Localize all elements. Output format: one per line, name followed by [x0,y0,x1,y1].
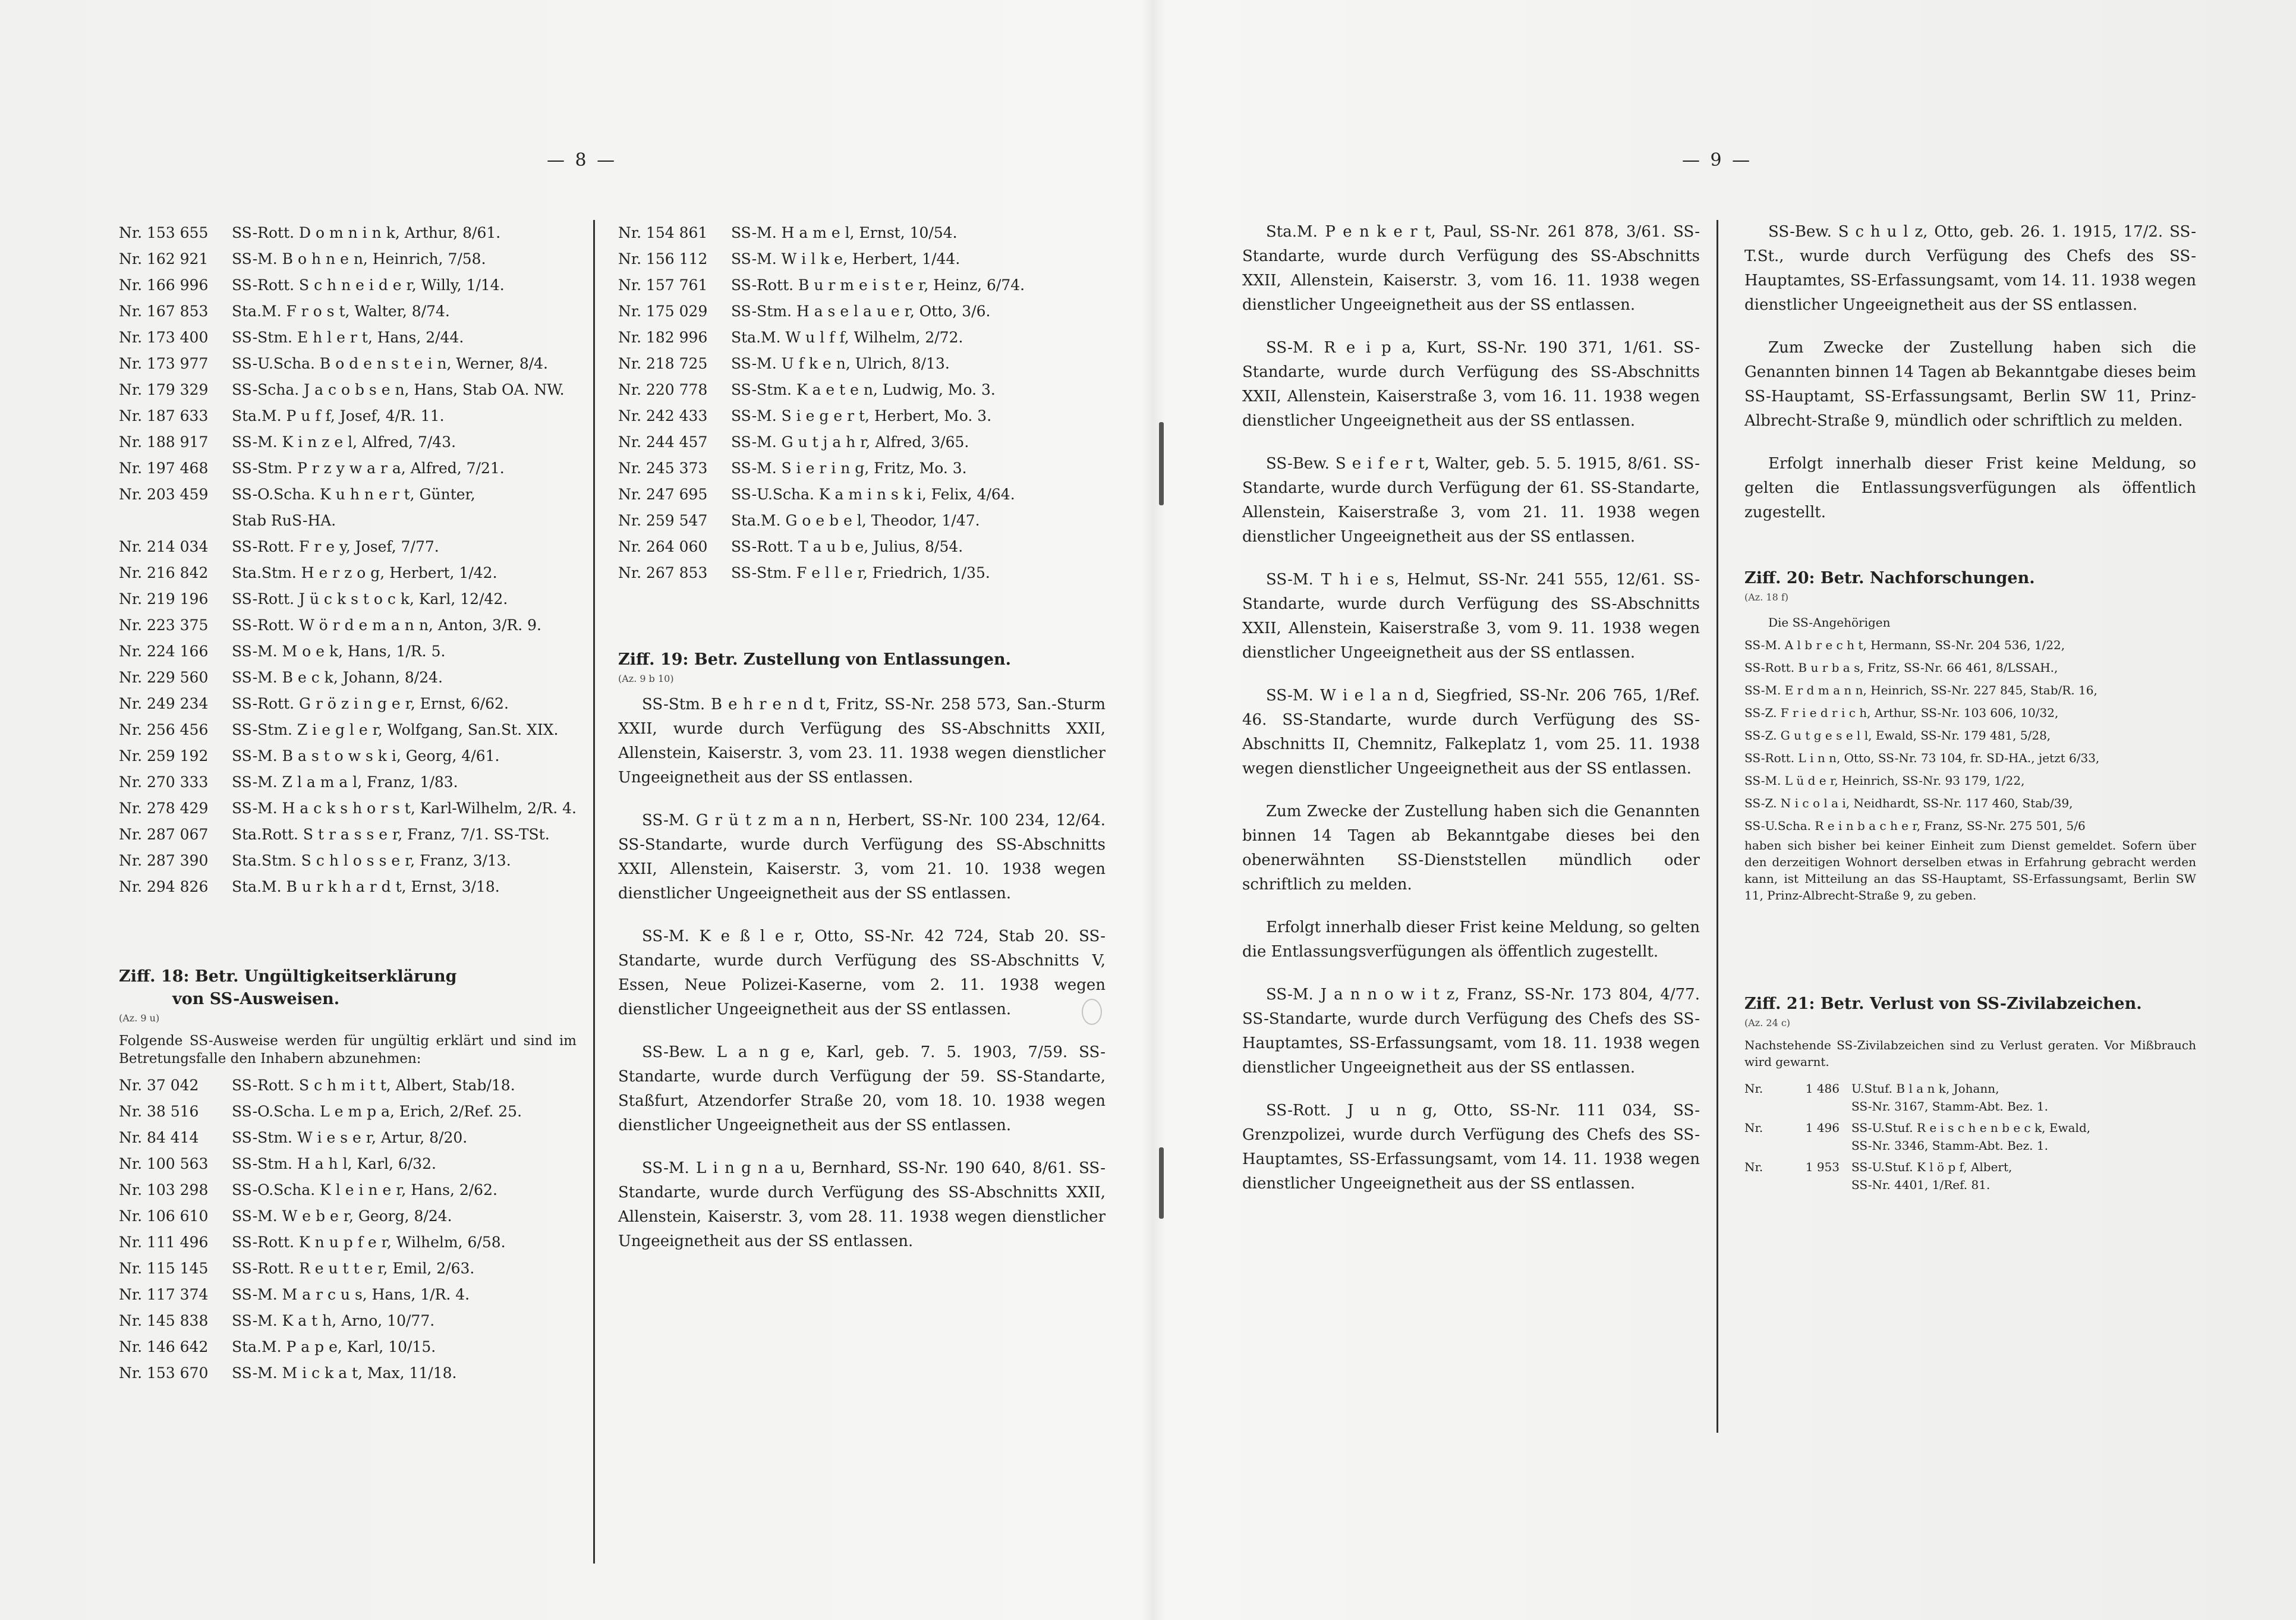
member-number: Nr. 219 196 [119,590,209,608]
member-entry [232,482,577,534]
member-number: Nr. 153 655 [119,224,209,241]
search-entry: SS-M. E r d m a n n, Heinrich, SS-Nr. 227 845, Stab/R. 16, [1744,683,2097,697]
member-number: Nr. 146 642 [119,1338,209,1355]
lost-badge-owner-name: U.Stuf. B l a n k, Johann, [1851,1081,1999,1096]
lost-badge-prefix: Nr. [1744,1081,1763,1096]
page-number-left: — 8 — [547,150,618,171]
member-entry-text: SS-O.Scha. L e m p a, Erich, 2/Ref. 25. [232,1103,522,1120]
member-entry-continuation: Stab RuS-HA. [232,512,336,529]
list-row [618,272,1106,298]
lost-badge-prefix: Nr. [1744,1160,1763,1174]
list-row [618,246,1106,272]
binding-mark [1159,422,1164,505]
column-3-paragraphs [1242,220,1700,1196]
member-entry [232,351,577,377]
member-entry-text: SS-Stm. K a e t e n, Ludwig, Mo. 3. [731,381,996,398]
column-4 [1744,220,2196,1197]
list-row [119,1151,577,1177]
search-entry: SS-U.Scha. R e i n b a c h e r, Franz, SS-Nr. 275 501, 5/6 [1744,819,2086,833]
list-row [618,534,1106,560]
member-entry [232,1334,577,1360]
list-row [119,534,577,560]
list-row [119,1360,577,1386]
list-row [119,848,577,874]
member-entry-text: SS-Rott. D o m n i n k, Arthur, 8/61. [232,224,501,241]
member-number: Nr. 287 067 [119,826,209,843]
member-entry-text: SS-Rott. J ü c k s t o c k, Karl, 12/42. [232,590,508,608]
member-number: Nr. 154 861 [618,224,708,241]
member-entry-text: SS-M. S i e r i n g, Fritz, Mo. 3. [731,460,967,477]
list-row [618,377,1106,403]
member-number: Nr. 245 373 [618,460,708,477]
member-number: Nr. 270 333 [119,773,209,791]
member-entry-text: SS-M. W i l k e, Herbert, 1/44. [731,250,960,268]
member-entry-text: SS-M. B o h n e n, Heinrich, 7/58. [232,250,486,268]
member-number: Nr. 267 853 [618,564,708,581]
ziff19-paragraphs [618,693,1106,1254]
list-row [119,769,577,795]
ziff18-intro: Folgende SS-Ausweise werden für ungültig erklärt und sind im Betretungsfalle den Inhabern abzunehmen: [119,1033,577,1067]
list-row [119,429,577,455]
list-row [618,482,1106,508]
page-number-right: — 9 — [1682,150,1753,171]
member-entry-text: SS-M. S i e g e r t, Herbert, Mo. 3. [731,407,992,424]
paragraph: SS-Bew. S e i f e r t, Walter, geb. 5. 5. 1915, 8/61. SS-Standarte, wurde durch Verfügung der 61. SS-Standarte, Allenstein, Kaiserstraße 3, vom 21. 11. 1938 wegen dienstlicher Ungeeignetheit aus der SS entlassen. [1242,455,1700,546]
search-entry: SS-Z. G u t g e s e l l, Ewald, SS-Nr. 179 481, 5/28, [1744,728,2051,743]
search-entry: SS-Z. N i c o l a i, Neidhardt, SS-Nr. 117 460, Stab/39, [1744,796,2073,810]
member-entry-text: SS-Stm. P r z y w a r a, Alfred, 7/21. [232,460,505,477]
paragraph: SS-M. K e ß l e r, Otto, SS-Nr. 42 724, Stab 20. SS-Standarte, wurde durch Verfügung des SS-Abschnitts V, Essen, Neue Polizei-Kaserne, vom 2. 11. 1938 wegen dienstlicher Ungeeignetheit aus der SS entlassen. [618,927,1106,1018]
member-number: Nr. 153 670 [119,1364,209,1382]
ziff20-list [1744,634,2196,837]
member-entry-text: Sta.M. P u f f, Josef, 4/R. 11. [232,407,445,424]
list-row [618,325,1106,351]
member-entry [232,220,577,246]
page-fold [1141,0,1165,1620]
member-entry [232,1256,577,1282]
member-number: Nr. 278 429 [119,800,209,817]
member-number: Nr. 287 390 [119,852,209,869]
member-entry [731,508,1106,534]
ziff21-intro: Nachstehende SS-Zivilabzeichen sind zu Verlust geraten. Vor Mißbrauch wird gewarnt. [1744,1038,2196,1069]
member-number: Nr. 218 725 [618,355,708,372]
member-entry [232,1177,577,1203]
member-entry [232,325,577,351]
member-number: Nr. 173 400 [119,329,209,346]
member-number: Nr. 264 060 [618,538,708,555]
list-row [119,1125,577,1151]
member-entry [232,874,577,900]
member-entry-text: SS-Stm. Z i e g l e r, Wolfgang, San.St. XIX. [232,721,559,738]
list-row [119,220,577,246]
member-entry-text: SS-Stm. F e l l e r, Friedrich, 1/35. [731,564,990,581]
member-number: Nr. 294 826 [119,878,209,895]
lost-badge-row [1744,1080,2196,1115]
search-entry: SS-Z. F r i e d r i c h, Arthur, SS-Nr. 103 606, 10/32, [1744,706,2059,720]
ziff18-list [119,1072,577,1386]
member-entry [232,665,577,691]
member-entry [232,795,577,822]
member-number: Nr. 259 192 [119,747,209,765]
paragraph: SS-M. J a n n o w i t z, Franz, SS-Nr. 173 804, 4/77. SS-Standarte, wurde durch Verfügung des Chefs des SS-Hauptamtes, SS-Erfassungsamt, vom 18. 11. 1938 wegen dienstlicher Ungeeignetheit aus der SS entlassen. [1242,986,1700,1077]
column-3 [1242,220,1700,1215]
ziff20-closing: haben sich bisher bei keiner Einheit zum Dienst gemeldet. Sofern über den derzeitigen Wohnort derselben etwas in Erfahrung gebracht werden kann, ist Mitteilung an das SS-Hauptamt, SS-Erfassungsamt, Berlin SW 11, Prinz-Albrecht-Straße 9, zu geben. [1744,838,2196,902]
member-entry-text: SS-Stm. H a h l, Karl, 6/32. [232,1155,436,1172]
list-row [119,743,577,769]
list-row [618,560,1106,586]
list-row [119,298,577,325]
member-entry-text: Sta.M. P a p e, Karl, 10/15. [232,1338,436,1355]
member-entry-text: SS-Rott. S c h m i t t, Albert, Stab/18. [232,1077,515,1094]
member-number: Nr. 256 456 [119,721,209,738]
member-entry-text: SS-M. B e c k, Johann, 8/24. [232,669,443,686]
list-row [119,1072,577,1099]
ziff18-title: Ziff. 18: Betr. Ungültigkeitserklärung von SS-Ausweisen. [119,967,457,1008]
column-1 [119,220,577,1386]
paragraph: SS-M. L i n g n a u, Bernhard, SS-Nr. 190 640, 8/61. SS-Standarte, wurde durch Verfügung des SS-Abschnitts XXII, Allenstein, Kaiserstr. 3, vom 28. 11. 1938 wegen dienstlicher Ungeeignetheit aus der SS entlassen. [618,1159,1106,1250]
ziff20-title: Ziff. 20: Betr. Nachforschungen. [1744,569,2035,587]
member-entry [232,1099,577,1125]
paragraph: SS-M. T h i e s, Helmut, SS-Nr. 241 555, 12/61. SS-Standarte, wurde durch Verfügung des SS-Abschnitts XXII, Allenstein, Kaiserstraße 3, vom 9. 11. 1938 wegen dienstlicher Ungeeignetheit aus der SS entlassen. [1242,571,1700,662]
member-entry-text: SS-M. G u t j a h r, Alfred, 3/65. [731,433,969,451]
lost-badge-owner-name: SS-U.Stuf. K l ö p f, Albert, [1851,1160,2012,1174]
member-entry-text: SS-O.Scha. K u h n e r t, Günter, [232,486,475,503]
list-row [119,377,577,403]
column-2 [618,220,1106,1272]
member-entry [232,638,577,665]
lost-badge-owner-name: SS-U.Stuf. R e i s c h e n b e c k, Ewald, [1851,1121,2091,1135]
member-number: Nr. 103 298 [119,1181,209,1199]
member-number: Nr. 84 414 [119,1129,199,1146]
list-row [119,717,577,743]
list-row [119,351,577,377]
member-number: Nr. 145 838 [119,1312,209,1329]
list-row [119,560,577,586]
paragraph: Erfolgt innerhalb dieser Frist keine Meldung, so gelten die Entlassungsverfügungen als öffentlich zugestellt. [1744,455,2196,521]
member-entry [731,403,1106,429]
search-entry: SS-Rott. B u r b a s, Fritz, SS-Nr. 66 461, 8/LSSAH., [1744,660,2058,675]
member-entry-text: Sta.Stm. H e r z o g, Herbert, 1/42. [232,564,497,581]
lost-badge-owner [1851,1080,2196,1115]
member-entry [232,1282,577,1308]
paragraph: Zum Zwecke der Zustellung haben sich die Genannten binnen 14 Tagen ab Bekanntgabe dieses bei den obenerwähnten SS-Dienststellen mündlich oder schriftlich zu melden. [1242,803,1700,894]
list-row [119,482,577,534]
member-number: Nr. 162 921 [119,250,209,268]
member-number: Nr. 157 761 [618,276,708,294]
member-number: Nr. 224 166 [119,643,209,660]
member-number: Nr. 175 029 [618,303,708,320]
paragraph: SS-M. G r ü t z m a n n, Herbert, SS-Nr. 100 234, 12/64. SS-Standarte, wurde durch Verfügung des SS-Abschnitts XXII, Allenstein, Kaiserstr. 3, vom 21. 10. 1938 wegen dienstlicher Ungeeignetheit aus der SS entlassen. [618,811,1106,902]
member-entry-text: SS-M. K i n z e l, Alfred, 7/43. [232,433,456,451]
lost-badge-owner [1851,1158,2196,1194]
list-row [119,665,577,691]
member-entry [232,1203,577,1229]
list-row [119,325,577,351]
ziff18-reference: (Az. 9 u) [119,1012,160,1024]
member-entry-text: SS-Rott. F r e y, Josef, 7/77. [232,538,439,555]
member-entry-text: SS-O.Scha. K l e i n e r, Hans, 2/62. [232,1181,497,1199]
paragraph: SS-M. R e i p a, Kurt, SS-Nr. 190 371, 1/61. SS-Standarte, wurde durch Verfügung des SS-Abschnitts XXII, Allenstein, Kaiserstraße 3, vom 16. 11. 1938 wegen dienstlicher Ungeeignetheit aus der SS entlassen. [1242,339,1700,430]
member-entry [232,848,577,874]
member-entry [731,534,1106,560]
member-entry [232,586,577,612]
lost-badge-owner [1851,1119,2196,1155]
member-entry-text: Sta.M. B u r k h a r d t, Ernst, 3/18. [232,878,500,895]
ziff21-title: Ziff. 21: Betr. Verlust von SS-Zivilabzeichen. [1744,995,2142,1013]
paragraph: SS-Bew. L a n g e, Karl, geb. 7. 5. 1903, 7/59. SS-Standarte, wurde durch Verfügung der 59. SS-Standarte, Staßfurt, Atzendorfer Straße 20, vom 18. 10. 1938 wegen dienstlicher Ungeeignetheit aus der SS entlassen. [618,1043,1106,1134]
member-entry [731,272,1106,298]
member-number: Nr. 247 695 [618,486,708,503]
member-number: Nr. 167 853 [119,303,209,320]
member-entry-text: SS-M. H a m e l, Ernst, 10/54. [731,224,958,241]
member-entry [232,1125,577,1151]
list-row [618,403,1106,429]
member-entry [731,482,1106,508]
member-entry [232,246,577,272]
member-entry [232,743,577,769]
member-entry [731,298,1106,325]
member-entry [731,246,1106,272]
member-number: Nr. 156 112 [618,250,708,268]
search-entry: SS-Rott. L i n n, Otto, SS-Nr. 73 104, fr. SD-HA., jetzt 6/33, [1744,751,2100,765]
member-entry-text: SS-Stm. H a s e l a u e r, Otto, 3/6. [731,303,991,320]
ziff19-reference: (Az. 9 b 10) [618,673,674,684]
member-entry [232,1308,577,1334]
paragraph: SS-Stm. B e h r e n d t, Fritz, SS-Nr. 258 573, San.-Sturm XXII, wurde durch Verfügung des SS-Abschnitts XXII, Allenstein, Kaiserstr. 3, vom 23. 11. 1938 wegen dienstlicher Ungeeignetheit aus der SS entlassen. [618,696,1106,787]
member-number: Nr. 188 917 [119,433,209,451]
lost-badge-number: 1 486 [1805,1081,1840,1096]
scan-blot [1082,999,1102,1025]
member-number: Nr. 223 375 [119,616,209,634]
list-row [119,1229,577,1256]
column-divider [593,220,595,1564]
member-entry [232,1360,577,1386]
member-entry [731,377,1106,403]
member-number: Nr. 166 996 [119,276,209,294]
list-row [119,822,577,848]
member-entry-text: SS-Rott. B u r m e i s t e r, Heinz, 6/74. [731,276,1025,294]
member-entry [731,429,1106,455]
list-row [119,586,577,612]
member-number: Nr. 179 329 [119,381,209,398]
search-entry: SS-M. A l b r e c h t, Hermann, SS-Nr. 204 536, 1/22, [1744,638,2065,652]
member-number: Nr. 214 034 [119,538,209,555]
member-entry-text: SS-M. W e b e r, Georg, 8/24. [232,1207,452,1225]
paragraph: SS-Rott. J u n g, Otto, SS-Nr. 111 034, SS-Grenzpolizei, wurde durch Verfügung des Chefs des SS-Hauptamtes, SS-Erfassungsamt, vom 14. 11. 1938 wegen dienstlicher Ungeeignetheit aus der SS entlassen. [1242,1102,1700,1193]
member-entry-text: SS-Stm. W i e s e r, Artur, 8/20. [232,1129,468,1146]
list-row [618,220,1106,246]
member-entry [232,455,577,482]
member-entry-text: SS-Rott. S c h n e i d e r, Willy, 1/14. [232,276,505,294]
binding-mark [1159,1147,1164,1219]
member-number: Nr. 37 042 [119,1077,199,1094]
member-entry-text: SS-U.Scha. K a m i n s k i, Felix, 4/64. [731,486,1015,503]
list-row [119,1256,577,1282]
lost-badge-owner-detail: SS-Nr. 4401, 1/Ref. 81. [1851,1178,1991,1192]
list-row [119,1203,577,1229]
lost-badge-number: 1 953 [1805,1160,1840,1174]
list-row [618,508,1106,534]
member-number: Nr. 249 234 [119,695,209,712]
member-number: Nr. 197 468 [119,460,209,477]
member-entry-text: Sta.Rott. S t r a s s e r, Franz, 7/1. SS-TSt. [232,826,550,843]
member-entry [731,455,1106,482]
member-entry [232,717,577,743]
member-entry [232,403,577,429]
member-number: Nr. 115 145 [119,1260,209,1277]
member-entry [232,769,577,795]
member-entry-text: SS-U.Scha. B o d e n s t e i n, Werner, 8/4. [232,355,549,372]
column-4-paragraphs [1744,220,2196,525]
member-entry-text: Sta.Stm. S c h l o s s e r, Franz, 3/13. [232,852,511,869]
member-entry-text: SS-Rott. K n u p f e r, Wilhelm, 6/58. [232,1234,506,1251]
member-entry [232,534,577,560]
list-row [119,1334,577,1360]
ziff21-list [1744,1080,2196,1194]
list-row [119,691,577,717]
member-entry [232,298,577,325]
membership-list-a [119,220,577,900]
member-entry [232,1072,577,1099]
paragraph: Erfolgt innerhalb dieser Frist keine Meldung, so gelten die Entlassungsverfügungen als öffentlich zugestellt. [1242,918,1700,961]
lost-badge-number: 1 496 [1805,1121,1840,1135]
member-number: Nr. 111 496 [119,1234,209,1251]
member-number: Nr. 242 433 [618,407,708,424]
list-row [119,612,577,638]
list-row [119,455,577,482]
member-entry [731,325,1106,351]
member-entry-text: SS-M. H a c k s h o r s t, Karl-Wilhelm, 2/R. 4. [232,800,577,817]
paragraph: Zum Zwecke der Zustellung haben sich die Genannten binnen 14 Tagen ab Bekanntgabe dieses beim SS-Hauptamt, SS-Erfassungsamt, Berlin SW 11, Prinz-Albrecht-Straße 9, mündlich oder schriftlich zu melden. [1744,339,2196,430]
member-number: Nr. 229 560 [119,669,209,686]
ziff21-reference: (Az. 24 c) [1744,1017,1791,1028]
lost-badge-owner-detail: SS-Nr. 3346, Stamm-Abt. Bez. 1. [1851,1138,2048,1153]
member-entry-text: SS-M. M a r c u s, Hans, 1/R. 4. [232,1286,470,1303]
member-entry-text: SS-M. Z l a m a l, Franz, 1/83. [232,773,458,791]
member-entry-text: SS-Rott. W ö r d e m a n n, Anton, 3/R. 9. [232,616,541,634]
list-row [119,1177,577,1203]
list-row [119,272,577,298]
member-number: Nr. 203 459 [119,486,209,503]
list-row [119,795,577,822]
member-number: Nr. 117 374 [119,1286,209,1303]
member-entry-text: SS-M. B a s t o w s k i, Georg, 4/61. [232,747,500,765]
member-entry [731,560,1106,586]
list-row [618,455,1106,482]
paragraph: Sta.M. P e n k e r t, Paul, SS-Nr. 261 878, 3/61. SS-Standarte, wurde durch Verfügung des SS-Abschnitts XXII, Allenstein, Kaiserstr. 3, vom 16. 11. 1938 wegen dienstlicher Ungeeignetheit aus der SS entlassen. [1242,223,1700,314]
member-entry [232,691,577,717]
list-row [119,403,577,429]
member-entry-text: SS-M. M o e k, Hans, 1/R. 5. [232,643,446,660]
member-entry [232,822,577,848]
ziff19-title: Ziff. 19: Betr. Zustellung von Entlassungen. [618,650,1012,669]
member-number: Nr. 259 547 [618,512,708,529]
list-row [618,298,1106,325]
lost-badge-row [1744,1119,2196,1155]
member-entry [731,351,1106,377]
member-entry-text: SS-Rott. R e u t t e r, Emil, 2/63. [232,1260,475,1277]
member-entry [232,612,577,638]
membership-list-b [618,220,1106,586]
member-entry-text: SS-Rott. T a u b e, Julius, 8/54. [731,538,963,555]
lost-badge-row [1744,1158,2196,1194]
member-number: Nr. 106 610 [119,1207,209,1225]
member-number: Nr. 216 842 [119,564,209,581]
list-row [119,874,577,900]
list-row [119,638,577,665]
list-row [119,1099,577,1125]
member-entry-text: SS-M. U f k e n, Ulrich, 8/13. [731,355,950,372]
member-entry-text: SS-Stm. E h l e r t, Hans, 2/44. [232,329,464,346]
member-entry [232,1229,577,1256]
ziff20-reference: (Az. 18 f) [1744,592,1789,603]
lost-badge-owner-detail: SS-Nr. 3167, Stamm-Abt. Bez. 1. [1851,1099,2048,1113]
member-number: Nr. 182 996 [618,329,708,346]
member-entry [731,220,1106,246]
lost-badge-prefix: Nr. [1744,1121,1763,1135]
member-entry-text: SS-Rott. G r ö z i n g e r, Ernst, 6/62. [232,695,509,712]
member-entry-text: SS-M. K a t h, Arno, 10/77. [232,1312,435,1329]
member-entry-text: SS-Scha. J a c o b s e n, Hans, Stab OA. NW. [232,381,565,398]
member-number: Nr. 100 563 [119,1155,209,1172]
paragraph: SS-M. W i e l a n d, Siegfried, SS-Nr. 206 765, 1/Ref. 46. SS-Standarte, wurde durch Verfügung des SS-Abschnitts II, Chemnitz, Falkeplatz 1, vom 25. 11. 1938 wegen dienstlicher Ungeeignetheit aus der SS entlassen. [1242,687,1700,778]
member-number: Nr. 38 516 [119,1103,199,1120]
member-entry [232,1151,577,1177]
ziff20-intro: Die SS-Angehörigen [1768,615,1891,630]
member-entry [232,272,577,298]
member-number: Nr. 187 633 [119,407,209,424]
member-number: Nr. 220 778 [618,381,708,398]
column-divider-right [1717,220,1718,1433]
list-row [618,429,1106,455]
member-entry-text: Sta.M. G o e b e l, Theodor, 1/47. [731,512,980,529]
paragraph: SS-Bew. S c h u l z, Otto, geb. 26. 1. 1915, 17/2. SS-T.St., wurde durch Verfügung des Chefs des SS-Hauptamtes, SS-Erfassungsamt, vom 14. 11. 1938 wegen dienstlicher Ungeeignetheit aus der SS entlassen. [1744,223,2196,314]
member-entry-text: Sta.M. W u l f f, Wilhelm, 2/72. [731,329,963,346]
member-entry-text: Sta.M. F r o s t, Walter, 8/74. [232,303,450,320]
list-row [618,351,1106,377]
member-entry [232,560,577,586]
member-entry-text: SS-M. M i c k a t, Max, 11/18. [232,1364,457,1382]
member-entry [232,377,577,403]
list-row [119,246,577,272]
member-number: Nr. 244 457 [618,433,708,451]
member-number: Nr. 173 977 [119,355,209,372]
member-entry [232,429,577,455]
list-row [119,1308,577,1334]
search-entry: SS-M. L ü d e r, Heinrich, SS-Nr. 93 179, 1/22, [1744,773,2025,788]
list-row [119,1282,577,1308]
